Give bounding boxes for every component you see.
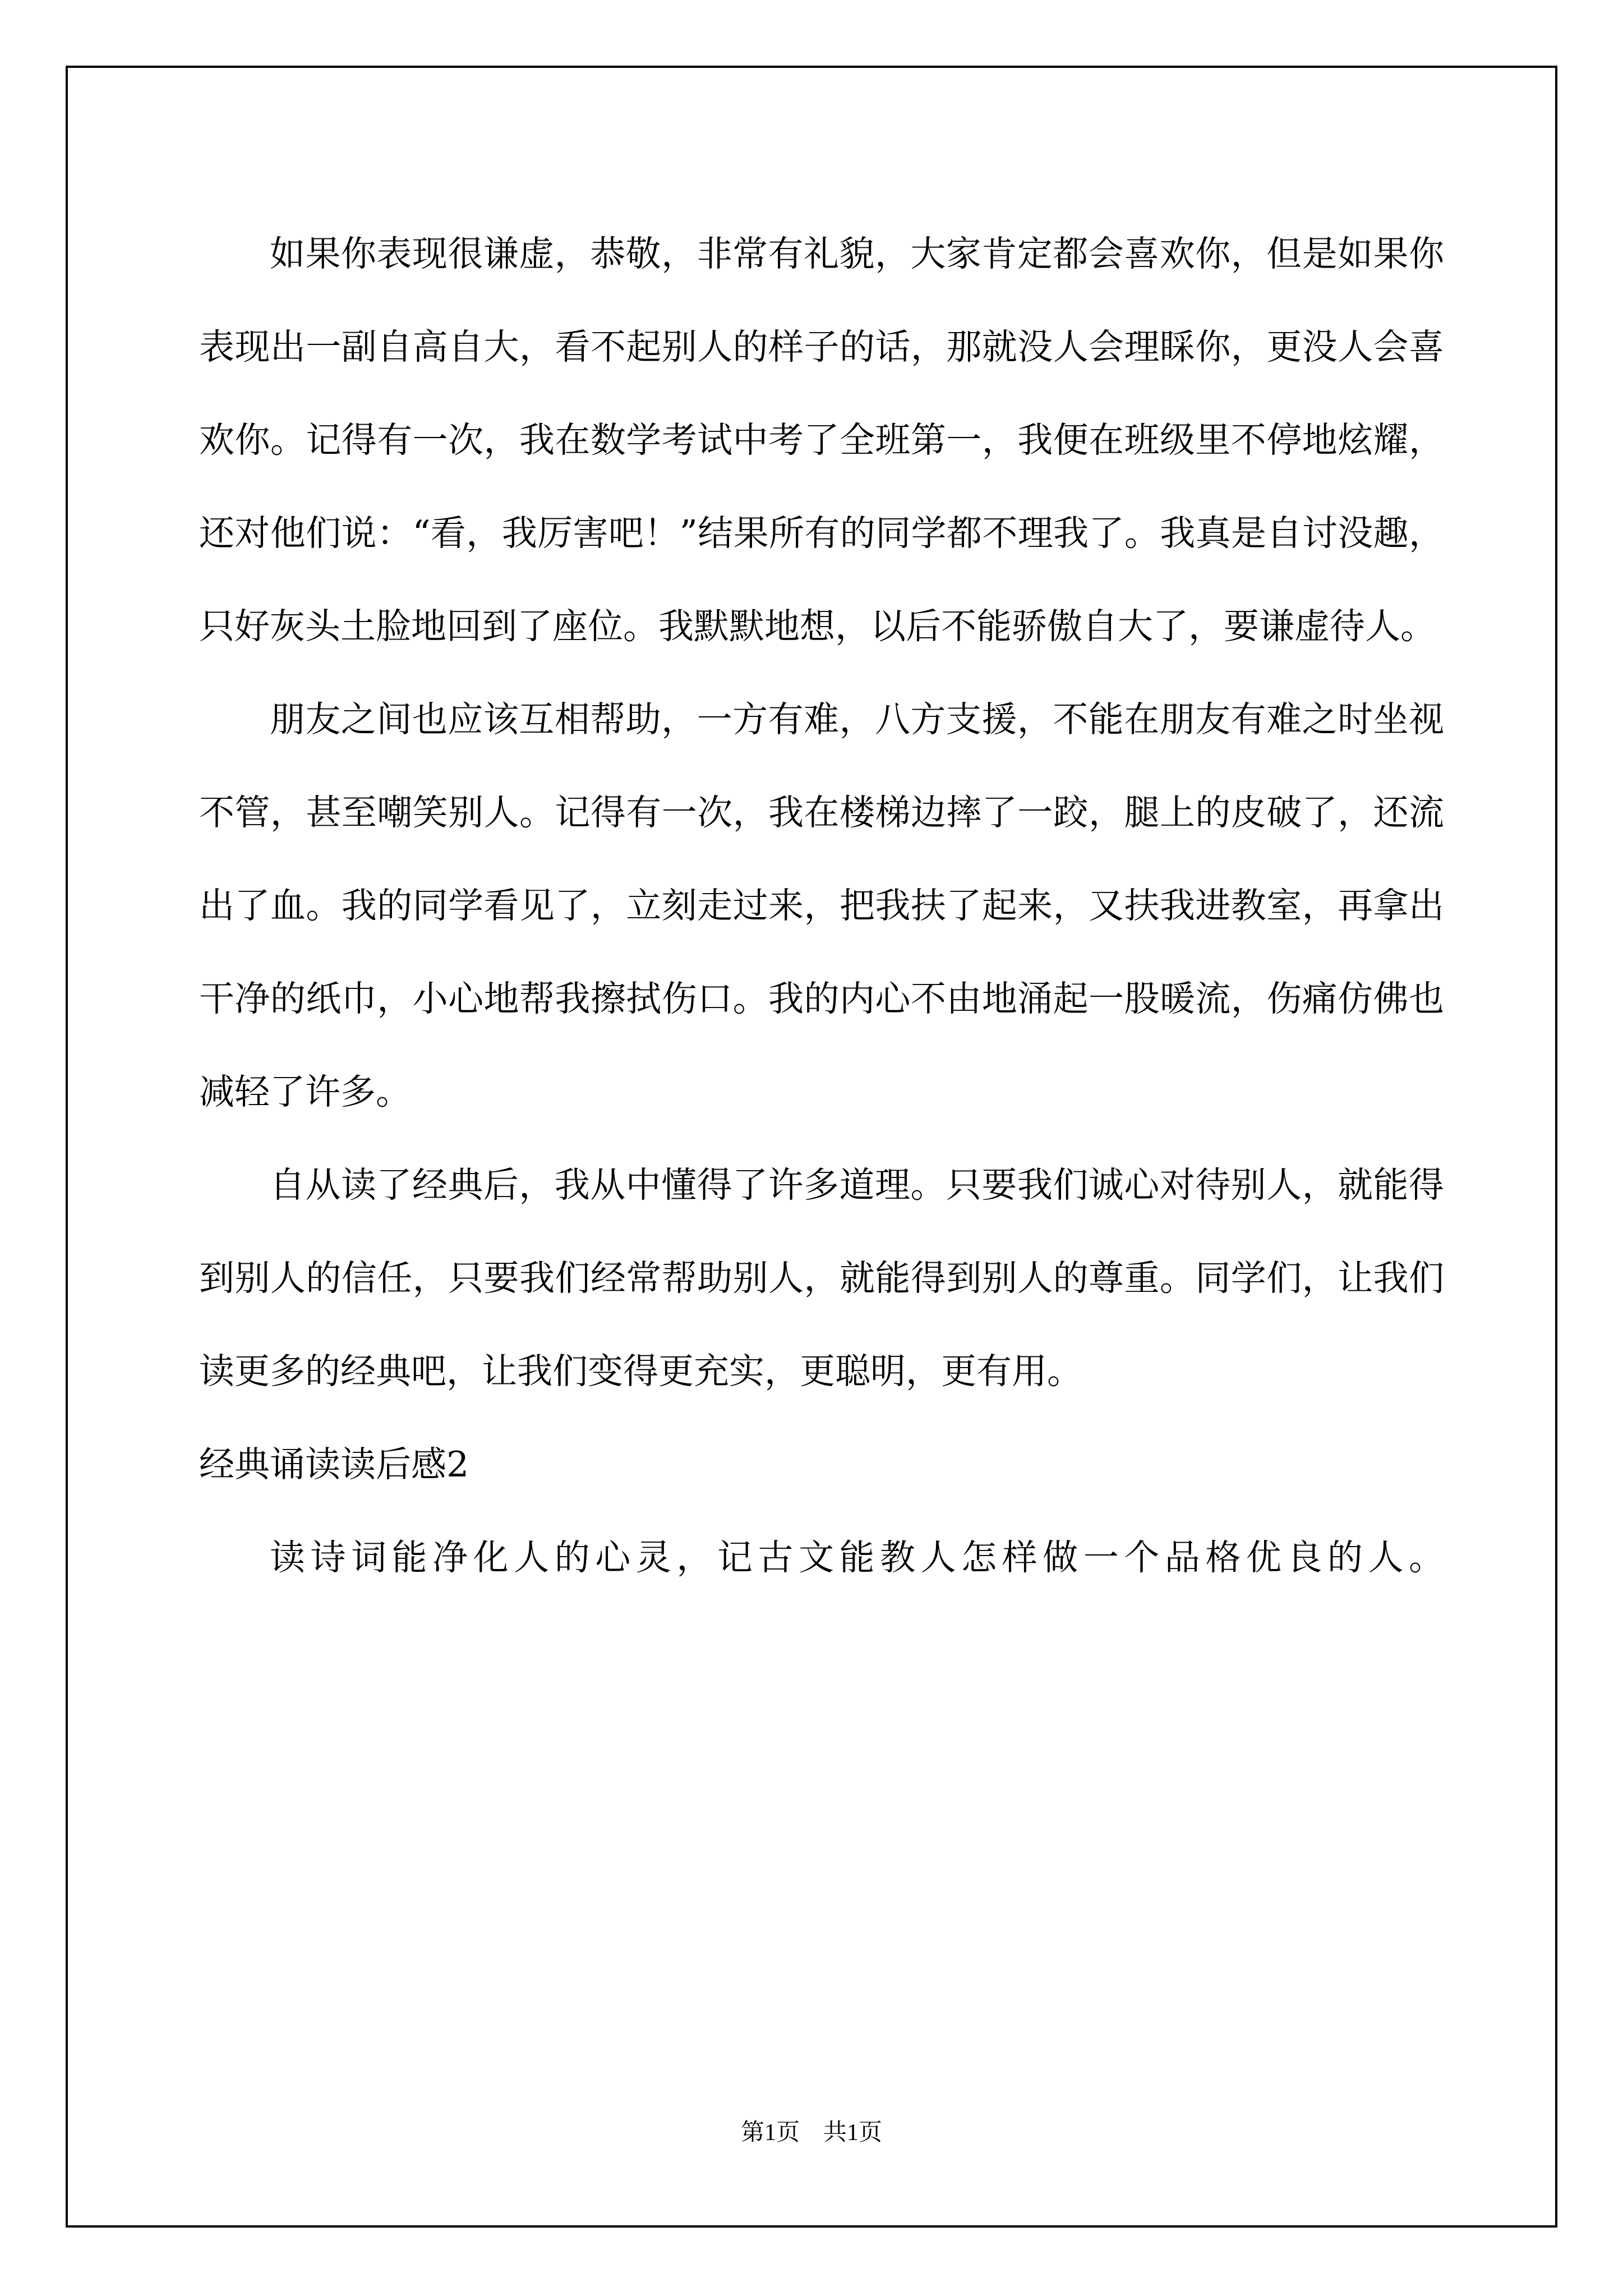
document-body xyxy=(199,208,1444,1604)
paragraph: 如果你表现很谦虚，恭敬，非常有礼貌，大家肯定都会喜欢你，但是如果你表现出一副自高自大，看不起别人的样子的话，那就没人会理睬你，更没人会喜欢你。记得有一次，我在数学考试中考了全班第一，我便在班级里不停地炫耀，还对他们说：“看，我厉害吧！”结果所有的同学都不理我了。我真是自讨没趣，只好灰头土脸地回到了座位。我默默地想，以后不能骄傲自大了，要谦虚待人。 xyxy=(199,233,1444,647)
section-heading: 经典诵读读后感2 xyxy=(199,1444,469,1485)
paragraph: 读诗词能净化人的心灵，记古文能教人怎样做一个品格优良的人。 xyxy=(270,1537,1444,1578)
paragraph: 朋友之间也应该互相帮助，一方有难，八方支援，不能在朋友有难之时坐视不管，甚至嘲笑别人。记得有一次，我在楼梯边摔了一跤，腿上的皮破了，还流出了血。我的同学看见了，立刻走过来，把我扶了起来，又扶我进教室，再拿出干净的纸巾，小心地帮我擦拭伤口。我的内心不由地涌起一股暖流，伤痛仿佛也减轻了许多。 xyxy=(199,699,1444,1112)
page-number-footer: 第1页 共1页 xyxy=(740,2120,882,2146)
paragraph: 自从读了经典后，我从中懂得了许多道理。只要我们诚心对待别人，就能得到别人的信任，只要我们经常帮助别人，就能得到别人的尊重。同学们，让我们读更多的经典吧，让我们变得更充实，更聪明，更有用。 xyxy=(199,1165,1444,1392)
